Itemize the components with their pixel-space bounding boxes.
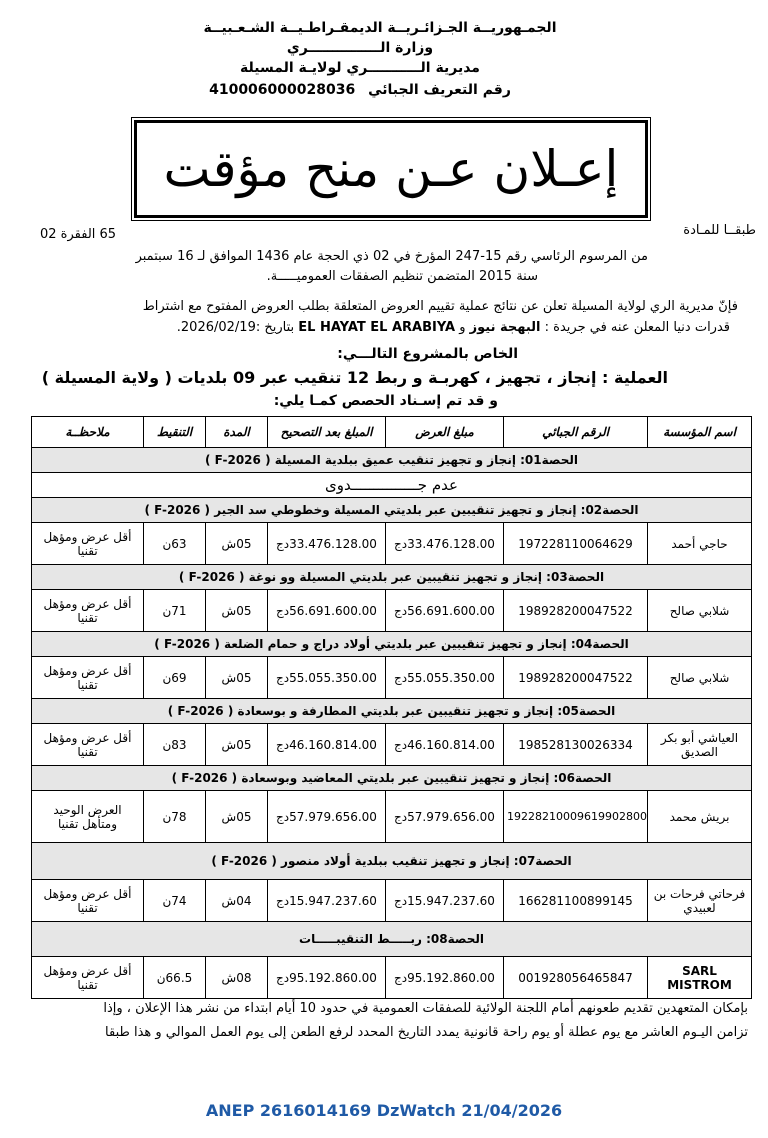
cell-corrected: 56.691.600.00دج — [268, 590, 386, 632]
cell-corrected: 55.055.350.00دج — [268, 657, 386, 699]
cell-note: أقل عرض ومؤهل تقنيا — [32, 590, 144, 632]
cell-duration: 05ش — [206, 590, 268, 632]
cell-corrected: 15.947.237.60دج — [268, 880, 386, 922]
table-row — [32, 724, 752, 766]
intro-publication-date: بتاريخ :2026/02/19. — [176, 320, 295, 335]
cell-offer: 33.476.128.00دج — [386, 523, 504, 565]
col-note: ملاحظــة — [32, 417, 144, 448]
intro-newspaper-2: EL HAYAT EL ARABIYA — [298, 320, 456, 335]
lot-label: الحصة05: إنجاز و تجهيز تنقيبين عبر بلديتي المطارفة و بوسعادة ( F-2026 ) — [32, 699, 752, 724]
cell-company: بريش محمد — [648, 791, 752, 843]
table-row — [32, 473, 752, 498]
cell-company: العياشي أبو بكر الصديق — [648, 724, 752, 766]
lot-label: الحصة08: ربـــــط التنقيبـــــات — [32, 922, 752, 957]
cell-offer: 15.947.237.60دج — [386, 880, 504, 922]
cell-score: 71ن — [144, 590, 206, 632]
intro-operation: العملية : إنجاز ، تجهيز ، كهربـة و ربط 12 تنقيب عبر 09 بلديات ( ولاية المسيلة ) — [41, 368, 668, 387]
cell-duration: 05ش — [206, 657, 268, 699]
cell-company: شلابي صالح — [648, 590, 752, 632]
lot-label: الحصة03: إنجاز و تجهيز تنقيبين عبر بلديتي المسيلة وو نوغة ( F-2026 ) — [32, 565, 752, 590]
lot-row — [32, 922, 752, 957]
cell-tax-id: 166281100899145 — [504, 880, 648, 922]
intro-newspaper-prefix: قدرات دنيا المعلن عنه في جريدة : — [544, 320, 730, 335]
cell-note: أقل عرض ومؤهل تقنيا — [32, 880, 144, 922]
cell-corrected: 57.979.656.00دج — [268, 791, 386, 843]
cell-offer: 56.691.600.00دج — [386, 590, 504, 632]
cell-score: 83ن — [144, 724, 206, 766]
cell-tax-id: 198528130026334 — [504, 724, 648, 766]
cell-corrected: 95.192.860.00دج — [268, 957, 386, 999]
table-row — [32, 791, 752, 843]
intro-allocation: و قد تم إسـناد الحصص كمـا يلي: — [273, 393, 498, 409]
table-row — [32, 957, 752, 999]
lot-row — [32, 843, 752, 880]
cell-duration: 05ش — [206, 523, 268, 565]
cell-score: 69ن — [144, 657, 206, 699]
cell-score: 66.5ن — [144, 957, 206, 999]
table-row — [32, 880, 752, 922]
table-row — [32, 657, 752, 699]
table-row — [32, 590, 752, 632]
table-row — [32, 523, 752, 565]
cell-offer: 57.979.656.00دج — [386, 791, 504, 843]
intro-decree: من المرسوم الرئاسي رقم 15-247 المؤرخ في 02 ذي الحجة عام 1436 الموافق لـ 16 سبتمبر — [135, 249, 648, 264]
cell-duration: 05ش — [206, 791, 268, 843]
cell-tax-id: 198928200047522 — [504, 657, 648, 699]
header-tax-id — [0, 82, 740, 98]
lot-label: الحصة04: إنجاز و تجهيز تنقيبين عبر بلديتي أولاد دراج و حمام الضلعة ( F-2026 ) — [32, 632, 752, 657]
intro-newspapers — [177, 319, 730, 337]
col-company: اسم المؤسسة — [648, 417, 752, 448]
intro-directorate-statement: فإنّ مديرية الري لولاية المسيلة تعلن عن نتائج عملية تقييم العروض المتعلقة بطلب العروض المفتوح مع اشتراط — [142, 299, 738, 314]
header-directorate: مديرية الـــــــــــري لولايـة المسيلة — [240, 60, 480, 76]
table-header-row — [32, 417, 752, 448]
cell-duration: 04ش — [206, 880, 268, 922]
lot-row — [32, 699, 752, 724]
cell-score: 78ن — [144, 791, 206, 843]
col-score: التنقيط — [144, 417, 206, 448]
cell-score: 63ن — [144, 523, 206, 565]
intro-project-heading: الخاص بالمشروع التالـــي: — [337, 346, 518, 362]
tax-id-number: 410006000028036 — [209, 82, 356, 98]
lot-row — [32, 448, 752, 473]
intro-year: سنة 2015 المتضمن تنظيم الصفقات العموميـــــة. — [266, 269, 538, 284]
cell-tax-id: 198928200047522 — [504, 590, 648, 632]
cell-note: أقل عرض ومؤهل تقنيا — [32, 523, 144, 565]
tax-id-label: رقم التعريف الجبائي — [368, 82, 511, 98]
results-table — [31, 416, 752, 999]
lot-row — [32, 766, 752, 791]
header-ministry: وزارة الـــــــــــــــري — [286, 40, 434, 56]
header-republic: الجمـهوريــة الجـزائـريــة الديمقـراطـيــة الشـعـبيــة — [203, 20, 557, 36]
intro-article: طبقــا للمـادة — [683, 223, 756, 238]
cell-corrected: 46.160.814.00دج — [268, 724, 386, 766]
intro-newspaper-and: و — [459, 320, 466, 335]
cell-duration: 05ش — [206, 724, 268, 766]
cell-company: SARL MISTROM — [648, 957, 752, 999]
lot-row — [32, 565, 752, 590]
cell-company: فرحاتي فرحات بن لعبيدي — [648, 880, 752, 922]
cell-company: حاجي أحمد — [648, 523, 752, 565]
cell-note: العرض الوحيد ومتأهل تقنيا — [32, 791, 144, 843]
announcement-title: إعـلان عـن منح مؤقت — [163, 140, 619, 198]
cell-score: 74ن — [144, 880, 206, 922]
footer-reference: ANEP 2616014169 DzWatch 21/04/2026 — [205, 1101, 563, 1120]
closing-line-2: تزامن اليـوم العاشر مع يوم عطلة أو يوم راحة قانونية يمدد التاريخ المحدد لرفع الطعن إلى يوم العمل الموالي و هذا طبقا — [105, 1025, 748, 1040]
intro-paragraph-ref: 65 الفقرة 02 — [40, 227, 117, 242]
announcement-title-box — [134, 120, 648, 218]
intro-newspaper-1: البهجة نيوز — [469, 320, 541, 335]
no-award-text: عدم جـــــــــــــــدوى — [32, 473, 752, 498]
cell-offer: 55.055.350.00دج — [386, 657, 504, 699]
cell-tax-id: 001928056465847 — [504, 957, 648, 999]
lot-label: الحصة06: إنجاز و تجهيز تنقيبين عبر بلديتي المعاضيد وبوسعادة ( F-2026 ) — [32, 766, 752, 791]
closing-line-1: بإمكان المتعهدين تقديم طعونهم أمام اللجنة الولائية للصفقات العمومية في حدود 10 أيام ابتداء من نشر هذا الإعلان ، وإذا — [103, 1001, 748, 1016]
cell-corrected: 33.476.128.00دج — [268, 523, 386, 565]
lot-label: الحصة07: إنجاز و تجهيز تنقيب ببلدية أولاد منصور ( F-2026 ) — [32, 843, 752, 880]
lot-row — [32, 632, 752, 657]
cell-note: أقل عرض ومؤهل تقنيا — [32, 657, 144, 699]
cell-offer: 95.192.860.00دج — [386, 957, 504, 999]
cell-tax-id: 19228210009619902800 — [504, 791, 648, 843]
col-corrected: المبلغ بعد التصحيح — [268, 417, 386, 448]
cell-duration: 08ش — [206, 957, 268, 999]
cell-note: أقل عرض ومؤهل تقنيا — [32, 957, 144, 999]
lot-label: الحصة01: إنجاز و تجهيز تنقيب عميق ببلدية المسيلة ( F-2026 ) — [32, 448, 752, 473]
lot-row — [32, 498, 752, 523]
col-offer: مبلغ العرض — [386, 417, 504, 448]
col-duration: المدة — [206, 417, 268, 448]
cell-company: شلابي صالح — [648, 657, 752, 699]
cell-tax-id: 197228110064629 — [504, 523, 648, 565]
col-tax-id: الرقم الجبائي — [504, 417, 648, 448]
cell-offer: 46.160.814.00دج — [386, 724, 504, 766]
lot-label: الحصة02: إنجاز و تجهيز تنقيبين عبر بلديتي المسيلة وخطوطي سد الجير ( F-2026 ) — [32, 498, 752, 523]
cell-note: أقل عرض ومؤهل تقنيا — [32, 724, 144, 766]
